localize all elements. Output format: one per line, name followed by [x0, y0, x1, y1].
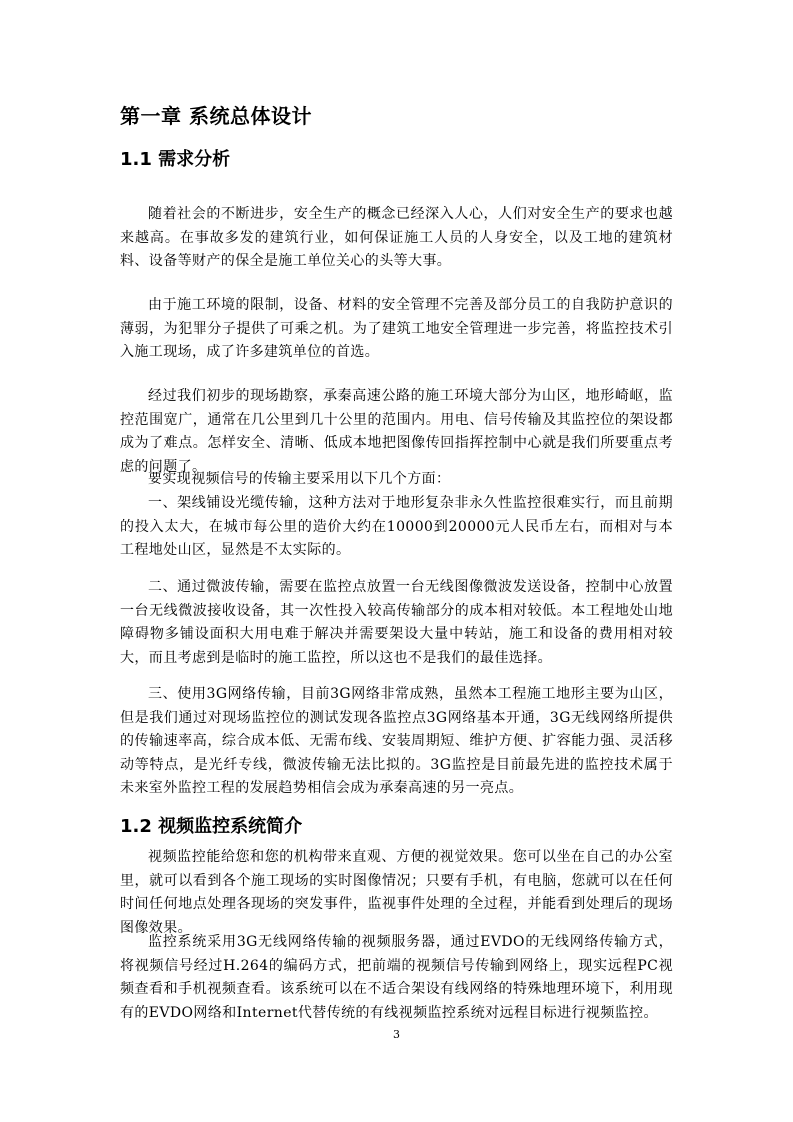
paragraph: 要实现视频信号的传输主要采用以下几个方面：: [148, 471, 451, 487]
list-paragraph: 三、使用3G网络传输，目前3G网络非常成熟，虽然本工程施工地形主要为山区，但是我们通过对现场监控位的测试发现各监控点3G网络基本开通，3G无线网络所提供的传输速率高，综合成本低、无需布线、安装周期短、维护方便、扩容能力强、灵活移动等特点，是光纤专线，微波传输无法比拟的。3G监控是目前最先进的监控技术属于未来室外监控工程的发展趋势相信会成为承秦高速的另一亮点。: [120, 686, 673, 796]
page-number: 3: [393, 1028, 400, 1041]
paragraph: 监控系统采用3G无线网络传输的视频服务器，通过EVDO的无线网络传输方式，将视频信号经过H.264的编码方式，把前端的视频信号传输到网络上，现实远程PC视频查看和手机视频查看。该系统可以在不适合架设有线网络的特殊地理环境下，利用现有的EVDO网络和Internet代替传统的有线视频监控系统对远程目标进行视频监控。: [120, 934, 673, 1021]
section-heading-requirements: 1.1 需求分析: [120, 149, 231, 170]
section-heading-video-monitoring: 1.2 视频监控系统简介: [120, 816, 303, 837]
chapter-title: 第一章 系统总体设计: [120, 104, 312, 128]
paragraph: 经过我们初步的现场勘察，承秦高速公路的施工环境大部分为山区，地形崎岖，监控范围宽广，通常在几公里到几十公里的范围内。用电、信号传输及其监控位的架设都成为了难点。怎样安全、清晰、低成本地把图像传回指挥控制中心就是我们所要重点考虑的问题了。: [120, 388, 673, 475]
paragraph: 视频监控能给您和您的机构带来直观、方便的视觉效果。您可以坐在自己的办公室里，就可以看到各个施工现场的实时图像情况；只要有手机，有电脑，您就可以在任何时间任何地点处理各现场的突发事件，监视事件处理的全过程，并能看到处理后的现场图像效果。: [120, 849, 673, 936]
list-paragraph: 一、架线铺设光缆传输，这种方法对于地形复杂非永久性监控很难实行，而且前期的投入太大，在城市每公里的造价大约在10000到20000元人民币左右，而相对与本工程地处山区，显然是不太实际的。: [120, 495, 673, 558]
paragraph: 随着社会的不断进步，安全生产的概念已经深入人心，人们对安全生产的要求也越来越高。在事故多发的建筑行业，如何保证施工人员的人身安全，以及工地的建筑材料、设备等财产的保全是施工单位关心的头等大事。: [120, 206, 673, 269]
list-paragraph: 二、通过微波传输，需要在监控点放置一台无线图像微波发送设备，控制中心放置一台无线微波接收设备，其一次性投入较高传输部分的成本相对较低。本工程地处山地障碍物多铺设面积大用电难于解决并需要架设大量中转站，施工和设备的费用相对较大，而且考虑到是临时的施工监控，所以这也不是我们的最佳选择。: [120, 579, 673, 666]
paragraph: 由于施工环境的限制，设备、材料的安全管理不完善及部分员工的自我防护意识的薄弱，为犯罪分子提供了可乘之机。为了建筑工地安全管理进一步完善，将监控技术引入施工现场，成了许多建筑单位的首选。: [120, 297, 673, 360]
